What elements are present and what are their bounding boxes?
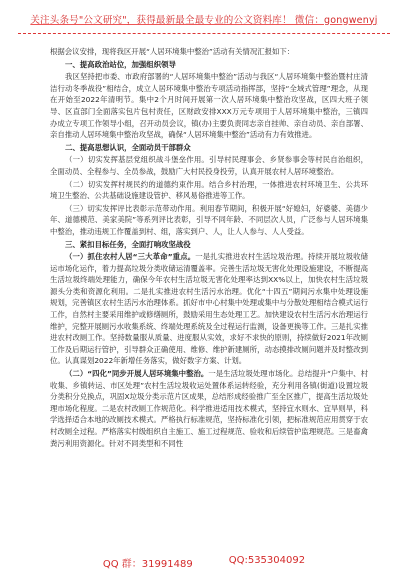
paragraph <box>50 368 368 449</box>
document-body <box>50 46 368 450</box>
footer-qq: QQ:535304092 <box>228 555 306 566</box>
banner-text[interactable]: 关注头条号"公文研究"，获得最新最全最专业的公文资料库！ 微信：gongwenyj <box>30 14 378 26</box>
paragraph: 我区坚持把市委、市政府部署的“人居环境集中整治”活动与我区“人居环境集中整治暨村庄清洁行动冬季战役”相结合，成立人居环境集中整治专项活动指挥部，坚持“全域式管理”理念，从现在开始至2022年清明节。集中2个月时间开展第一次人居环境集中整治攻坚战，区四大班子领导、区直部门全面落实包片包村责任，区财政安排XXX万元专项用于人居环境集中整治，三镇四办成立专项工作领导小组，召开动员会议，镇(办)主要负责同志亲自挂帅、亲自动员、亲自部署、亲自推动人居环境集中整治攻坚战，确保“人居环境集中整治”活动有力有效推进。 <box>50 72 368 140</box>
promo-banner <box>18 4 390 34</box>
footer-qq-group: QQ 群：31991489 <box>102 559 193 570</box>
subsection-heading: （二）“四化”同步开展人居环境集中整治。 <box>65 369 209 379</box>
paragraph-body: 一是扎实推进农村生活垃圾治理。持续开展垃圾收储运市场化运作，着力提高垃圾分类收储运清覆盖率。完善生活垃圾无害化处理设施建设，不断提高生活垃圾终端处理能力，确保今年农村生活垃圾无害化处理率达到XX%以上，加快农村生活垃圾源头分类和资源化利用。二是扎实推进农村生活污水治理。优化“十四五”期间污水集中处理设施规划，完善镇区农村生活污水治理体系。抓好市中心村集中处理或集中与分散处理相结合模式运行工作，自然村主要采用维护或修缮厕所，鼓励采用生态处理工艺。加快建设农村生活污水治理运行维护，完整开展厕污水收集系统、终端处理系统及全过程运行监测，设备更换等工作。三是扎实推进农村改厕工作。坚持数量服从质量、进度服从实效，求好不求快的原则，持续做好2021年改厕工作及后期运行管护，引导群众正确使用、维修、维护新建厕所，动态摸排改厕问题并及时整改到位。认真谋划2022年新增任务落实，做好数字方案、计划。 <box>50 252 368 366</box>
paragraph: （二）切实发挥村规民约的道德约束作用。结合乡村治理，一体推进农村环境卫生、公共环境卫生整治、公共基础设施建设管护、移风易俗推进等工作。 <box>50 179 368 201</box>
section-heading-2: 二、提高思想认识，全面动员干部群众 <box>65 142 191 152</box>
section-heading-3: 三、紧扣目标任务，全面打响攻坚战役 <box>65 239 191 249</box>
paragraph-body: 一是生活垃圾处理市场化。总结提升“户集中、村收集、乡镇转运、市区处理”农村生活垃圾收运处置体系运转经验，充分利用各镇(街道)设置垃圾分类积分兑换点，巩固X垃圾分类示范片区成果，总结形成经验推广至全区推广，提高生活垃圾处理市场化程度。二是农村改厕工作规范化。科学推进适用技术模式，坚持宜水则水、宜旱则旱，科学选择适合本地的改厕技术模式。严格执行标准规范，坚持标准化引领，把标准规范应用贯穿于农村改厕全过程。严格落实村级组织自主施工、施工过程规范、验收和后续管护监理规范。三是畜禽粪污利用资源化。针对不同类型和不同性 <box>50 369 368 448</box>
footer-contact <box>0 555 408 575</box>
section-heading-1: 一、提高政治站位，加强组织领导 <box>65 59 176 69</box>
paragraph <box>50 251 368 367</box>
intro-paragraph: 根据会议安排，现将我区开展“人居环境集中整治”活动有关情况汇报如下： <box>50 47 295 56</box>
subsection-heading: （一）抓住农村人居“三大革命”重点。 <box>65 252 196 262</box>
paragraph: （三）切实发挥评比表彰示范带动作用。利用春节期间，积极开展“好媳妇，好婆婆、美德少年、道德模范、美家美院”等系列评比表彰，引导不同年龄、不同层次人员，广泛参与人居环境集中整治，推动违规工作覆盖到村、组，落实到户、人，让人人参与、人人受益。 <box>50 203 368 236</box>
paragraph: （一）切实发挥基层党组织战斗堡垒作用。引导村民理事会、乡贤参事会等村民自治组织，全面动员、全程参与、全员参战，鼓励广大村民投身投劳，认真开展农村人居环境整治。 <box>50 155 368 176</box>
